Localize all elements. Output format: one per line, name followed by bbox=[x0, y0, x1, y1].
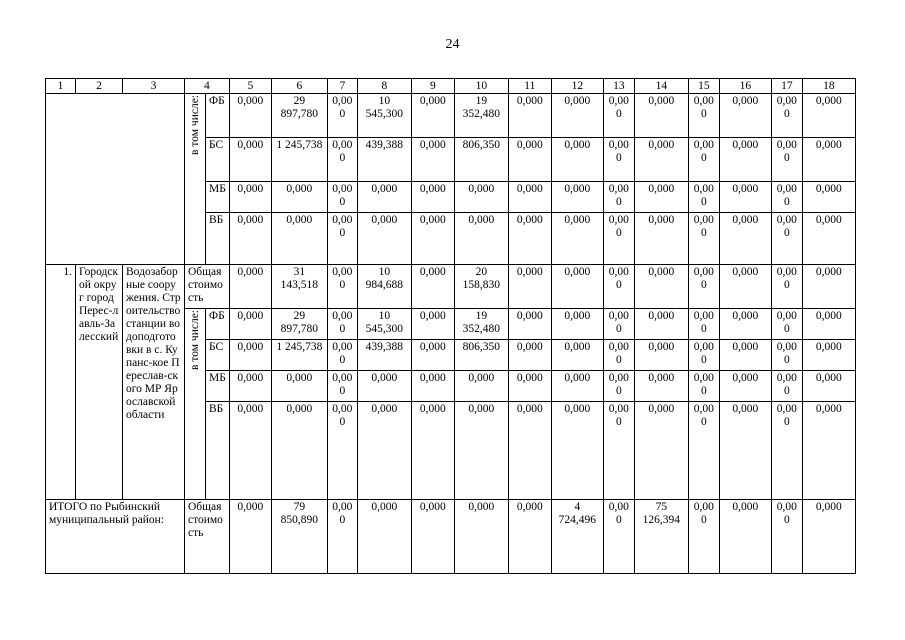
block1-value-col-6: 1 245,738 bbox=[271, 138, 327, 182]
block1-value-col-14: 0,000 bbox=[634, 213, 688, 265]
block2-value-col-14: 0,000 bbox=[634, 309, 688, 340]
block1-value-col-13: 0,000 bbox=[603, 138, 634, 182]
block1-value-col-17: 0,000 bbox=[771, 138, 802, 182]
block1-value-col-9: 0,000 bbox=[411, 94, 454, 138]
itogo-value-col-7: 0,000 bbox=[327, 500, 357, 574]
block1-value-col-15: 0,000 bbox=[688, 94, 719, 138]
funding-type: БС bbox=[206, 340, 230, 371]
block2-value-col-11: 0,000 bbox=[508, 309, 551, 340]
block2-total-value-col-12: 0,000 bbox=[551, 265, 603, 309]
block2-value-col-17: 0,000 bbox=[771, 371, 802, 402]
block2-value-col-13: 0,000 bbox=[603, 309, 634, 340]
block1-value-col-17: 0,000 bbox=[771, 182, 802, 213]
block2-value-col-8: 0,000 bbox=[357, 402, 411, 500]
block1-value-col-12: 0,000 bbox=[551, 182, 603, 213]
block1-value-col-7: 0,000 bbox=[327, 182, 357, 213]
block1-value-col-13: 0,000 bbox=[603, 94, 634, 138]
header-col-6: 6 bbox=[271, 79, 327, 94]
block1-value-col-10: 806,350 bbox=[454, 138, 508, 182]
block2-value-col-12: 0,000 bbox=[551, 340, 603, 371]
itogo-value-col-12: 4 724,496 bbox=[551, 500, 603, 574]
funding-type: БС bbox=[206, 138, 230, 182]
object-name: Водозаборные сооружения. Строительство станции водоподготовки в с. Купанс-кое Переслав-ского МР Ярославской области bbox=[123, 265, 185, 500]
block1-value-col-15: 0,000 bbox=[688, 213, 719, 265]
header-col-4: 4 bbox=[185, 79, 230, 94]
block2-value-col-11: 0,000 bbox=[508, 340, 551, 371]
block1-value-col-5: 0,000 bbox=[229, 138, 271, 182]
block1-value-col-6: 29 897,780 bbox=[271, 94, 327, 138]
block2-value-col-8: 0,000 bbox=[357, 371, 411, 402]
total-cost-label: Общая стоимость bbox=[185, 265, 230, 309]
block2-value-col-9: 0,000 bbox=[411, 402, 454, 500]
block1-value-col-8: 0,000 bbox=[357, 182, 411, 213]
block1-value-col-11: 0,000 bbox=[508, 94, 551, 138]
block2-value-col-17: 0,000 bbox=[771, 402, 802, 500]
itogo-value-col-16: 0,000 bbox=[719, 500, 771, 574]
in-that-number-label bbox=[185, 94, 206, 265]
in-that-number-text: в том числе: bbox=[189, 310, 201, 370]
block2-value-col-10: 19 352,480 bbox=[454, 309, 508, 340]
block2-value-col-13: 0,000 bbox=[603, 402, 634, 500]
header-col-2: 2 bbox=[76, 79, 123, 94]
block1-value-col-12: 0,000 bbox=[551, 94, 603, 138]
block2-value-col-18: 0,000 bbox=[802, 402, 855, 500]
block2-total-value-col-14: 0,000 bbox=[634, 265, 688, 309]
block2-value-col-9: 0,000 bbox=[411, 309, 454, 340]
block2-value-col-5: 0,000 bbox=[229, 340, 271, 371]
block2-value-col-13: 0,000 bbox=[603, 340, 634, 371]
block2-value-col-7: 0,000 bbox=[327, 340, 357, 371]
block1-value-col-14: 0,000 bbox=[634, 94, 688, 138]
blank-cell bbox=[46, 94, 185, 265]
block2-value-col-15: 0,000 bbox=[688, 402, 719, 500]
block1-value-col-9: 0,000 bbox=[411, 182, 454, 213]
block2-value-col-18: 0,000 bbox=[802, 309, 855, 340]
itogo-value-col-8: 0,000 bbox=[357, 500, 411, 574]
table-row bbox=[46, 94, 856, 138]
block1-value-col-13: 0,000 bbox=[603, 213, 634, 265]
funding-type: ФБ bbox=[206, 309, 230, 340]
block2-total-value-col-6: 31 143,518 bbox=[271, 265, 327, 309]
itogo-value-col-14: 75 126,394 bbox=[634, 500, 688, 574]
itogo-value-col-9: 0,000 bbox=[411, 500, 454, 574]
header-row bbox=[46, 79, 856, 94]
block1-value-col-15: 0,000 bbox=[688, 138, 719, 182]
block1-value-col-12: 0,000 bbox=[551, 213, 603, 265]
block2-value-col-5: 0,000 bbox=[229, 402, 271, 500]
header-col-9: 9 bbox=[411, 79, 454, 94]
block2-total-value-col-11: 0,000 bbox=[508, 265, 551, 309]
block2-total-value-col-9: 0,000 bbox=[411, 265, 454, 309]
header-col-3: 3 bbox=[123, 79, 185, 94]
block1-value-col-7: 0,000 bbox=[327, 213, 357, 265]
block1-value-col-6: 0,000 bbox=[271, 182, 327, 213]
funding-type: МБ bbox=[206, 182, 230, 213]
block1-value-col-18: 0,000 bbox=[802, 182, 855, 213]
block2-value-col-12: 0,000 bbox=[551, 402, 603, 500]
block1-value-col-18: 0,000 bbox=[802, 138, 855, 182]
header-col-14: 14 bbox=[634, 79, 688, 94]
row-number: 1. bbox=[46, 265, 76, 500]
itogo-value-col-6: 79 850,890 bbox=[271, 500, 327, 574]
block1-value-col-11: 0,000 bbox=[508, 182, 551, 213]
budget-table bbox=[45, 78, 856, 574]
block1-value-col-6: 0,000 bbox=[271, 213, 327, 265]
itogo-row bbox=[46, 500, 856, 574]
block1-value-col-7: 0,000 bbox=[327, 94, 357, 138]
block2-value-col-18: 0,000 bbox=[802, 340, 855, 371]
block2-value-col-11: 0,000 bbox=[508, 402, 551, 500]
block1-value-col-8: 439,388 bbox=[357, 138, 411, 182]
block2-value-col-6: 0,000 bbox=[271, 402, 327, 500]
block2-value-col-12: 0,000 bbox=[551, 309, 603, 340]
block2-value-col-15: 0,000 bbox=[688, 309, 719, 340]
district-name: Городской округ город Перес-лавль-Залесский bbox=[76, 265, 123, 500]
block1-value-col-16: 0,000 bbox=[719, 213, 771, 265]
block1-value-col-10: 0,000 bbox=[454, 182, 508, 213]
funding-type: ВБ bbox=[206, 213, 230, 265]
block2-value-col-9: 0,000 bbox=[411, 340, 454, 371]
block1-value-col-5: 0,000 bbox=[229, 213, 271, 265]
block2-total-value-col-16: 0,000 bbox=[719, 265, 771, 309]
block2-total-value-col-7: 0,000 bbox=[327, 265, 357, 309]
page-number: 24 bbox=[445, 37, 460, 52]
itogo-value-col-15: 0,000 bbox=[688, 500, 719, 574]
block2-total-value-col-15: 0,000 bbox=[688, 265, 719, 309]
header-col-13: 13 bbox=[603, 79, 634, 94]
header-col-1: 1 bbox=[46, 79, 76, 94]
block2-value-col-12: 0,000 bbox=[551, 371, 603, 402]
itogo-value-col-11: 0,000 bbox=[508, 500, 551, 574]
block1-value-col-16: 0,000 bbox=[719, 138, 771, 182]
header-col-18: 18 bbox=[802, 79, 855, 94]
itogo-label: ИТОГО по Рыбинский муниципальный район: bbox=[46, 500, 185, 574]
block1-value-col-16: 0,000 bbox=[719, 182, 771, 213]
block1-value-col-8: 10 545,300 bbox=[357, 94, 411, 138]
header-col-11: 11 bbox=[508, 79, 551, 94]
block1-value-col-11: 0,000 bbox=[508, 213, 551, 265]
block2-value-col-5: 0,000 bbox=[229, 371, 271, 402]
block2-value-col-6: 29 897,780 bbox=[271, 309, 327, 340]
itogo-value-col-5: 0,000 bbox=[229, 500, 271, 574]
block1-value-col-18: 0,000 bbox=[802, 213, 855, 265]
block1-value-col-9: 0,000 bbox=[411, 138, 454, 182]
block1-value-col-8: 0,000 bbox=[357, 213, 411, 265]
itogo-value-col-17: 0,000 bbox=[771, 500, 802, 574]
funding-type: МБ bbox=[206, 371, 230, 402]
itogo-value-col-18: 0,000 bbox=[802, 500, 855, 574]
block2-total-value-col-5: 0,000 bbox=[229, 265, 271, 309]
block2-total-value-col-17: 0,000 bbox=[771, 265, 802, 309]
block2-value-col-16: 0,000 bbox=[719, 309, 771, 340]
block2-value-col-7: 0,000 bbox=[327, 371, 357, 402]
block2-value-col-14: 0,000 bbox=[634, 371, 688, 402]
header-col-12: 12 bbox=[551, 79, 603, 94]
block1-value-col-13: 0,000 bbox=[603, 182, 634, 213]
block2-value-col-18: 0,000 bbox=[802, 371, 855, 402]
block2-value-col-10: 0,000 bbox=[454, 371, 508, 402]
block2-value-col-17: 0,000 bbox=[771, 340, 802, 371]
block1-value-col-14: 0,000 bbox=[634, 182, 688, 213]
block2-value-col-11: 0,000 bbox=[508, 371, 551, 402]
header-col-16: 16 bbox=[719, 79, 771, 94]
block2-value-col-8: 439,388 bbox=[357, 340, 411, 371]
in-that-number-text: в том числе: bbox=[189, 95, 201, 155]
header-col-5: 5 bbox=[229, 79, 271, 94]
block2-value-col-7: 0,000 bbox=[327, 309, 357, 340]
in-that-number-label bbox=[185, 309, 206, 500]
total-cost-label: Общая стоимость bbox=[185, 500, 230, 574]
block2-value-col-15: 0,000 bbox=[688, 340, 719, 371]
block2-value-col-7: 0,000 bbox=[327, 402, 357, 500]
block1-value-col-15: 0,000 bbox=[688, 182, 719, 213]
block2-value-col-16: 0,000 bbox=[719, 371, 771, 402]
block2-value-col-10: 0,000 bbox=[454, 402, 508, 500]
block2-value-col-9: 0,000 bbox=[411, 371, 454, 402]
block2-total-value-col-8: 10 984,688 bbox=[357, 265, 411, 309]
block1-value-col-10: 19 352,480 bbox=[454, 94, 508, 138]
block2-value-col-6: 1 245,738 bbox=[271, 340, 327, 371]
block1-value-col-11: 0,000 bbox=[508, 138, 551, 182]
block2-value-col-16: 0,000 bbox=[719, 340, 771, 371]
block2-value-col-14: 0,000 bbox=[634, 340, 688, 371]
block1-value-col-9: 0,000 bbox=[411, 213, 454, 265]
block1-value-col-7: 0,000 bbox=[327, 138, 357, 182]
block2-total-value-col-13: 0,000 bbox=[603, 265, 634, 309]
block1-value-col-17: 0,000 bbox=[771, 94, 802, 138]
block2-value-col-16: 0,000 bbox=[719, 402, 771, 500]
header-col-15: 15 bbox=[688, 79, 719, 94]
block1-value-col-5: 0,000 bbox=[229, 94, 271, 138]
header-col-7: 7 bbox=[327, 79, 357, 94]
table-row-total bbox=[46, 265, 856, 309]
block2-value-col-14: 0,000 bbox=[634, 402, 688, 500]
funding-type: ФБ bbox=[206, 94, 230, 138]
block2-value-col-17: 0,000 bbox=[771, 309, 802, 340]
itogo-value-col-10: 0,000 bbox=[454, 500, 508, 574]
block2-value-col-15: 0,000 bbox=[688, 371, 719, 402]
block1-value-col-18: 0,000 bbox=[802, 94, 855, 138]
block1-value-col-12: 0,000 bbox=[551, 138, 603, 182]
block1-value-col-5: 0,000 bbox=[229, 182, 271, 213]
block2-value-col-5: 0,000 bbox=[229, 309, 271, 340]
block2-value-col-8: 10 545,300 bbox=[357, 309, 411, 340]
block2-total-value-col-18: 0,000 bbox=[802, 265, 855, 309]
header-col-17: 17 bbox=[771, 79, 802, 94]
block1-value-col-16: 0,000 bbox=[719, 94, 771, 138]
block2-value-col-13: 0,000 bbox=[603, 371, 634, 402]
block2-value-col-6: 0,000 bbox=[271, 371, 327, 402]
block1-value-col-10: 0,000 bbox=[454, 213, 508, 265]
itogo-value-col-13: 0,000 bbox=[603, 500, 634, 574]
block2-value-col-10: 806,350 bbox=[454, 340, 508, 371]
header-col-10: 10 bbox=[454, 79, 508, 94]
block2-total-value-col-10: 20 158,830 bbox=[454, 265, 508, 309]
block1-value-col-14: 0,000 bbox=[634, 138, 688, 182]
funding-type: ВБ bbox=[206, 402, 230, 500]
header-col-8: 8 bbox=[357, 79, 411, 94]
block1-value-col-17: 0,000 bbox=[771, 213, 802, 265]
